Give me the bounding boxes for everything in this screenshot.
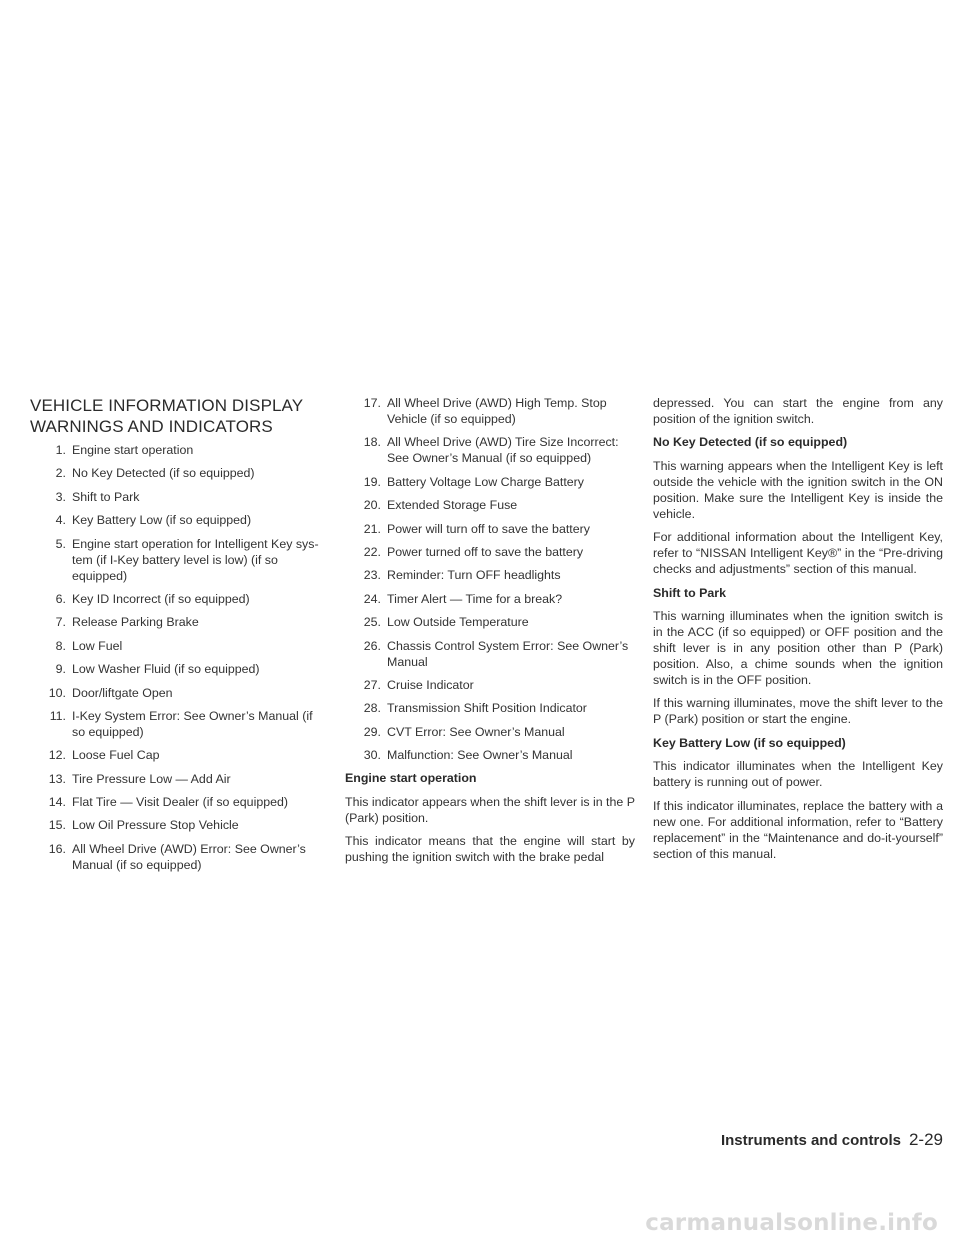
list-item-number: 2. (55, 466, 66, 481)
list-item-text: No Key Detected (if so equipped) (72, 466, 255, 481)
list-item-text: All Wheel Drive (AWD) Error: See Owner’s Manual (if so equipped) (72, 841, 306, 872)
list-item (345, 497, 635, 513)
list-item-text: Engine start operation for Intelligent Key sys-tem (if I-Key battery level is low) (if so equipped) (72, 536, 319, 583)
list-item (345, 724, 635, 740)
engine-start-heading: Engine start operation (345, 771, 477, 786)
page-footer (653, 1130, 943, 1150)
shift-park-paragraph-1: This warning illuminates when the ignition switch is in the ACC (if so equipped) or OFF position and the shift lever is in any position other than P (Park) position. Also, a chime sounds when the ignition switch is in the OFF position. (653, 608, 943, 687)
no-key-heading: No Key Detected (if so equipped) (653, 435, 848, 450)
list-item-number: 23. (363, 568, 381, 583)
list-item-text: Door/liftgate Open (72, 685, 173, 700)
list-item (345, 474, 635, 490)
list-item (345, 614, 635, 630)
list-item-number: 4. (55, 513, 66, 528)
list-item-text: Chassis Control System Error: See Owner’s Manual (387, 638, 629, 669)
list-item (345, 747, 635, 763)
list-item-number: 21. (363, 521, 381, 536)
list-item-number: 19. (363, 474, 381, 489)
list-item (30, 708, 328, 740)
list-item-text: Low Oil Pressure Stop Vehicle (72, 818, 239, 833)
list-item-number: 24. (363, 591, 381, 606)
list-item-number: 1. (55, 443, 66, 457)
list-item (30, 614, 328, 630)
list-item-text: I-Key System Error: See Owner’s Manual (if so equipped) (72, 708, 313, 739)
shift-park-heading: Shift to Park (653, 585, 726, 600)
list-item-number: 8. (55, 638, 66, 653)
list-item-number: 25. (363, 615, 381, 630)
list-item (30, 536, 328, 584)
list-item-number: 7. (55, 615, 66, 630)
list-item-text: All Wheel Drive (AWD) High Temp. Stop Vehicle (if so equipped) (387, 396, 607, 426)
list-item-text: Loose Fuel Cap (72, 748, 160, 763)
list-item-text: All Wheel Drive (AWD) Tire Size Incorrect: See Owner’s Manual (if so equipped) (387, 435, 619, 466)
list-item (30, 794, 328, 810)
list-item-number: 17. (363, 396, 381, 410)
list-item-text: Extended Storage Fuse (387, 498, 518, 513)
list-item-text: CVT Error: See Owner’s Manual (387, 724, 565, 739)
list-item-number: 30. (363, 748, 381, 763)
page-number: 2-29 (908, 1130, 943, 1149)
list-item-text: Key ID Incorrect (if so equipped) (72, 591, 250, 606)
list-item-number: 16. (48, 841, 66, 856)
list-item (345, 544, 635, 560)
list-item (30, 817, 328, 833)
list-item-text: Battery Voltage Low Charge Battery (387, 474, 584, 489)
list-item-text: Power turned off to save the battery (387, 544, 584, 559)
list-item-text: Malfunction: See Owner’s Manual (387, 748, 573, 763)
list-item-text: Reminder: Turn OFF headlights (387, 568, 561, 583)
list-item-text: Tire Pressure Low — Add Air (72, 771, 231, 786)
list-item (30, 512, 328, 528)
list-item-text: Low Outside Temperature (387, 615, 529, 630)
list-item (30, 685, 328, 701)
list-item (30, 771, 328, 787)
engine-start-continued: depressed. You can start the engine from any position of the ignition switch. (653, 396, 943, 426)
engine-start-paragraph-1: This indicator appears when the shift lever is in the P (Park) position. (345, 794, 635, 825)
list-item (345, 591, 635, 607)
list-item-text: Cruise Indicator (387, 677, 474, 692)
list-item-text: Key Battery Low (if so equipped) (72, 513, 252, 528)
list-item-number: 18. (363, 435, 381, 450)
list-item (30, 661, 328, 677)
list-item (30, 638, 328, 654)
list-item (30, 747, 328, 763)
list-item-text: Transmission Shift Position Indicator (387, 701, 587, 716)
section-title-line-1: VEHICLE INFORMATION DISPLAY (30, 396, 304, 415)
list-item-number: 3. (55, 489, 66, 504)
key-battery-heading: Key Battery Low (if so equipped) (653, 735, 846, 750)
engine-start-paragraph-2: This indicator means that the engine will start by pushing the ignition switch with the brake pedal (345, 834, 635, 865)
list-item-text: Power will turn off to save the battery (387, 521, 590, 536)
list-item-number: 5. (55, 536, 66, 551)
list-item-text: Low Fuel (72, 638, 123, 653)
list-item (345, 677, 635, 693)
list-item (345, 521, 635, 537)
list-item-text: Release Parking Brake (72, 615, 199, 630)
indicator-list-part-1 (30, 442, 328, 873)
list-item (345, 638, 635, 670)
list-item-text: Low Washer Fluid (if so equipped) (72, 662, 260, 677)
list-item (30, 442, 328, 458)
list-item-text: Engine start operation (72, 443, 194, 457)
list-item (30, 841, 328, 873)
key-battery-paragraph-2: If this indicator illuminates, replace the battery with a new one. For additional information, refer to “Battery replacement” in the “Maintenance and do-it-yourself” section of this manual. (653, 798, 943, 861)
list-item (345, 395, 635, 427)
section-title (30, 395, 328, 437)
list-item-number: 11. (49, 708, 66, 723)
list-item-number: 27. (363, 677, 381, 692)
no-key-paragraph-2: For additional information about the Intelligent Key, refer to “NISSAN Intelligent Key®” in the “Pre-driving checks and adjustments” section of this manual. (653, 530, 943, 577)
list-item-text: Shift to Park (72, 489, 140, 504)
list-item-number: 10. (48, 685, 66, 700)
list-item-number: 14. (48, 795, 66, 810)
list-item-text: Flat Tire — Visit Dealer (if so equipped) (72, 795, 289, 810)
list-item-number: 26. (363, 638, 381, 653)
no-key-paragraph-1: This warning appears when the Intelligent Key is left outside the vehicle with the ignition switch in the ON position. Make sure the Intelligent Key is inside the vehicle. (653, 458, 943, 521)
column-right (653, 395, 943, 869)
site-watermark: carmanualsonline.info (645, 1210, 938, 1236)
list-item-number: 12. (48, 748, 66, 763)
column-middle (345, 395, 635, 873)
list-item-number: 9. (55, 662, 66, 677)
list-item (345, 700, 635, 716)
footer-section-name: Instruments and controls (720, 1132, 901, 1149)
list-item-text: Timer Alert — Time for a break? (387, 591, 563, 606)
section-title-line-2: WARNINGS AND INDICATORS (30, 417, 273, 436)
list-item-number: 20. (363, 498, 381, 513)
list-item (345, 567, 635, 583)
list-item-number: 22. (363, 544, 381, 559)
list-item (30, 489, 328, 505)
list-item (345, 434, 635, 466)
list-item-number: 28. (363, 701, 381, 716)
list-item-number: 6. (55, 591, 66, 606)
shift-park-paragraph-2: If this warning illuminates, move the shift lever to the P (Park) position or start the engine. (653, 696, 943, 727)
indicator-list-part-2 (345, 395, 635, 763)
column-left (30, 395, 328, 880)
list-item (30, 465, 328, 481)
list-item-number: 13. (48, 771, 66, 786)
list-item (30, 591, 328, 607)
list-item-number: 29. (363, 724, 381, 739)
list-item-number: 15. (48, 818, 66, 833)
key-battery-paragraph-1: This indicator illuminates when the Intelligent Key battery is running out of power. (653, 759, 943, 790)
